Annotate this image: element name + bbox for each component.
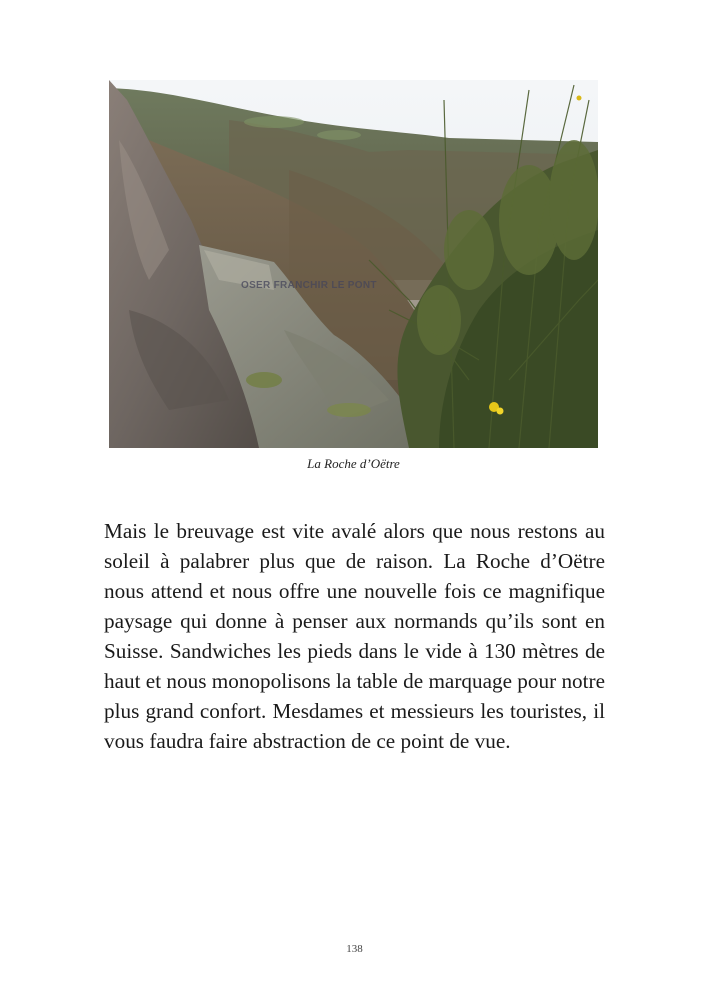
figure-caption: La Roche d’Oëtre bbox=[307, 456, 400, 471]
page-number: 138 bbox=[346, 943, 363, 955]
photo-watermark: OSER FRANCHIR LE PONT bbox=[241, 280, 377, 291]
landscape-photo bbox=[109, 80, 598, 448]
body-paragraph: Mais le breuvage est vite avalé alors que nous restons au soleil à palabrer plus que de raison. La Roche d’Oëtre nous attend et nous offre une nouvelle fois ce magnifique paysage qui donne à penser aux normands qu’ils sont en Suisse. Sandwiches les pieds dans le vide à 130 mètres de haut et nous monopolisons la table de marquage pour notre plus grand confort. Mesdames et messieurs les touristes, il vous faudra faire abstraction de ce point de vue. bbox=[104, 519, 605, 753]
photo-illustration bbox=[109, 80, 598, 448]
